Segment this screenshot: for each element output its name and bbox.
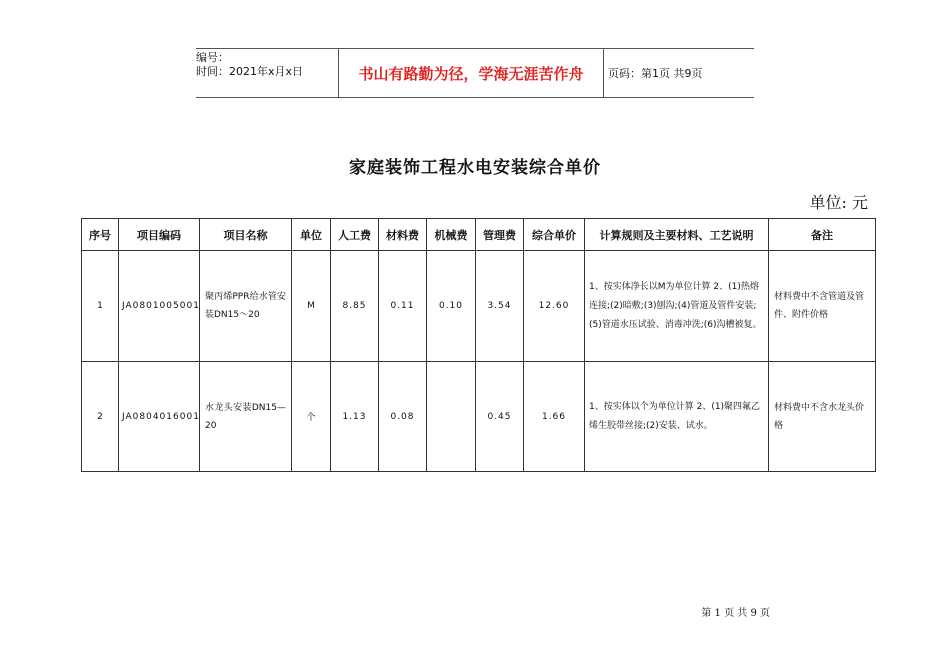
col-header-code: 项目编码 (119, 219, 200, 251)
cell-unit: 个 (292, 362, 331, 472)
header-motto: 书山有路勤为径，学海无涯苦作舟 (358, 64, 584, 83)
cell-management: 3.54 (476, 251, 524, 362)
cell-material: 0.08 (379, 362, 427, 472)
header-page-label: 页码：第1页 共9页 (608, 67, 703, 80)
price-table (81, 218, 876, 472)
cell-note: 材料费中不含水龙头价格 (769, 362, 876, 472)
cell-note: 材料费中不含管道及管件、附件价格 (769, 251, 876, 362)
col-header-machine: 机械费 (427, 219, 476, 251)
unit-label: 单位: 元 (809, 193, 868, 212)
cell-total: 1.66 (524, 362, 585, 472)
cell-material: 0.11 (379, 251, 427, 362)
col-header-note: 备注 (769, 219, 876, 251)
cell-code: JA0801005001 (119, 251, 200, 362)
page-footer: 第 1 页 共 9 页 (701, 608, 770, 619)
cell-management: 0.45 (476, 362, 524, 472)
col-header-labor: 人工费 (331, 219, 379, 251)
cell-no: 2 (82, 362, 119, 472)
col-header-name: 项目名称 (200, 219, 292, 251)
cell-calc: 1、按实体净长以M为单位计算 2、(1)热熔连接;(2)暗敷;(3)刨沟;(4)管道及管件安装;(5)管道水压试验、消毒冲洗;(6)沟槽被复。 (585, 251, 769, 362)
cell-name: 水龙头安装DN15—20 (200, 362, 292, 472)
header-meta (196, 49, 338, 99)
document-time-label: 时间：2021年x月x日 (196, 65, 304, 78)
table-row (82, 251, 876, 362)
table-header-row (82, 219, 876, 251)
cell-machine (427, 362, 476, 472)
table-row (82, 362, 876, 472)
col-header-calc: 计算规则及主要材料、工艺说明 (585, 219, 769, 251)
cell-name: 聚丙烯PPR给水管安装DN15～20 (200, 251, 292, 362)
cell-calc: 1、按实体以个为单位计算 2、(1)聚四氟乙烯生胶带丝接;(2)安装、试水。 (585, 362, 769, 472)
cell-machine: 0.10 (427, 251, 476, 362)
cell-labor: 8.85 (331, 251, 379, 362)
cell-unit: M (292, 251, 331, 362)
cell-total: 12.60 (524, 251, 585, 362)
cell-no: 1 (82, 251, 119, 362)
cell-code: JA0804016001 (119, 362, 200, 472)
cell-labor: 1.13 (331, 362, 379, 472)
document-number-label: 编号： (196, 51, 229, 64)
header-motto-cell (338, 49, 604, 97)
header-page-cell (608, 49, 754, 97)
page-header (196, 48, 754, 98)
col-header-total: 综合单价 (524, 219, 585, 251)
document-title: 家庭装饰工程水电安装综合单价 (349, 158, 601, 178)
col-header-management: 管理费 (476, 219, 524, 251)
col-header-unit: 单位 (292, 219, 331, 251)
col-header-material: 材料费 (379, 219, 427, 251)
col-header-no: 序号 (82, 219, 119, 251)
